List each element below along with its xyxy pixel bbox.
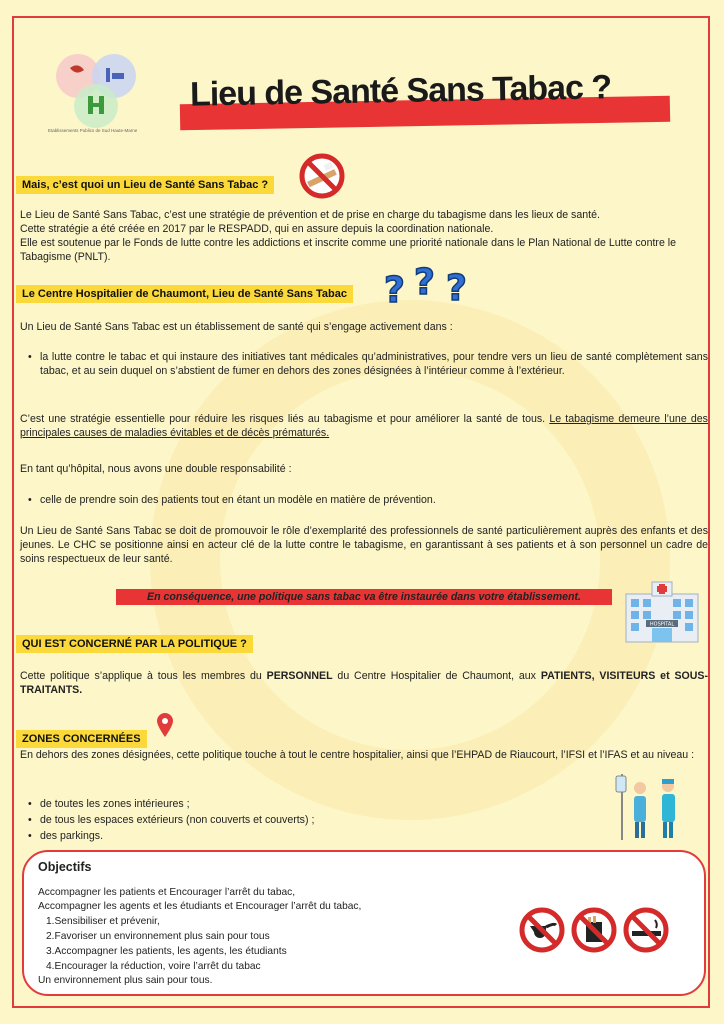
objective-line: 2.Favoriser un environnement plus sain pour tous <box>46 931 270 942</box>
medical-staff-icon <box>612 768 688 844</box>
bullet: • <box>28 814 32 826</box>
definition-paragraph-1: Le Lieu de Santé Sans Tabac, c’est une stratégie de prévention et de prise en charge du tabagisme dans les lieux de santé. <box>20 209 600 221</box>
location-pin-icon <box>156 712 174 738</box>
no-pipe-icon <box>518 906 566 954</box>
hospital-sign-label: HOSPITAL <box>649 621 675 628</box>
objective-line: Accompagner les agents et les étudiants et Encourager l’arrêt du tabac, <box>38 901 362 912</box>
concerned-paragraph: Cette politique s’applique à tous les membres du PERSONNEL du Centre Hospitalier de Chaumont, aux PATIENTS, VISITEURS et SOUS-TRAITANTS. <box>20 670 708 696</box>
chaumont-paragraph-4: Un Lieu de Santé Sans Tabac se doit de promouvoir le rôle d’exemplarité des professionnels de santé particulièrement auprès des enfants et des jeunes. Le CHC se positionne ainsi en acteur clé de la lutte contre le tabagisme, en garantissant à ses patients et à son personnel un cadre de soins respectueux de leur santé. <box>20 525 708 565</box>
bullet: • <box>28 830 32 842</box>
objective-line: Accompagner les patients et Encourager l’arrêt du tabac, <box>38 887 296 898</box>
svg-text:?: ? <box>446 268 467 309</box>
bullet: • <box>28 494 32 506</box>
definition-paragraph-3: Elle est soutenue par le Fonds de lutte contre les addictions et inscrite comme une priorité nationale dans le Plan National de Lutte contre le Tabagisme (PNLT). <box>20 237 677 263</box>
list-item: • de tous les espaces extérieurs (non couverts et couverts) ; <box>28 814 315 826</box>
objective-line: 3.Accompagner les patients, les agents, les étudiants <box>46 946 287 957</box>
objectives-title: Objectifs <box>38 860 92 874</box>
svg-text:?: ? <box>414 262 435 303</box>
page-title: Lieu de Santé Sans Tabac ? <box>189 68 612 114</box>
objective-line: 1.Sensibiliser et prévenir, <box>46 916 160 927</box>
bullet: • <box>28 351 32 363</box>
question-marks-icon <box>384 262 476 310</box>
zones-paragraph: En dehors des zones désignées, cette politique touche à tout le centre hospitalier, ainsi que l’EHPAD de Riaucourt, l’IFSI et l’IFAS et au niveau : <box>20 749 695 761</box>
chaumont-intro: Un Lieu de Santé Sans Tabac est un établissement de santé qui s’engage activement dans : <box>20 321 453 333</box>
bullet: • <box>28 798 32 810</box>
no-cigarette-icon <box>622 906 670 954</box>
list-item: • de toutes les zones intérieures ; <box>28 798 190 810</box>
section-heading-concerned: QUI EST CONCERNÉ PAR LA POLITIQUE ? <box>16 635 253 653</box>
objective-line: Un environnement plus sain pour tous. <box>38 975 213 986</box>
logo-caption: Etablissements Publics de Sud Haute-Marne <box>48 128 138 133</box>
hospital-icon <box>622 580 702 644</box>
section-heading-zones: ZONES CONCERNÉES <box>16 730 147 748</box>
svg-text:?: ? <box>384 270 405 310</box>
section-heading-chaumont: Le Centre Hospitalier de Chaumont, Lieu de Santé Sans Tabac <box>16 285 353 303</box>
policy-banner: En conséquence, une politique sans tabac va être instaurée dans votre établissement. <box>116 589 612 605</box>
list-item: • la lutte contre le tabac et qui instaure des initiatives tant médicales qu’administratives, pour tendre vers un lieu de santé complètement sans tabac, et au sein duquel on s’abstient de fumer en dehors des zones désignées à l’intérieur comme à l’extérieur. <box>28 351 708 377</box>
chaumont-paragraph-3: En tant qu’hôpital, nous avons une double responsabilité : <box>20 463 292 475</box>
section-heading-definition: Mais, c’est quoi un Lieu de Santé Sans Tabac ? <box>16 176 274 194</box>
list-item: • celle de prendre soin des patients tout en étant un modèle en matière de prévention. <box>28 494 436 506</box>
no-smoking-icon <box>298 152 346 200</box>
no-tobacco-icon <box>570 906 618 954</box>
objective-line: 4.Encourager la réduction, voire l’arrêt du tabac <box>46 961 261 972</box>
logo-icon <box>48 48 148 138</box>
definition-paragraph-2: Cette stratégie a été créée en 2017 par le RESPADD, qui en assure depuis la coordination nationale. <box>20 223 494 235</box>
list-item: • des parkings. <box>28 830 104 842</box>
chaumont-paragraph-2: C’est une stratégie essentielle pour réduire les risques liés au tabagisme et pour améliorer la santé de tous. Le tabagisme demeure l’une des principales causes de maladies évitables et de décès prématurés. <box>20 413 708 439</box>
